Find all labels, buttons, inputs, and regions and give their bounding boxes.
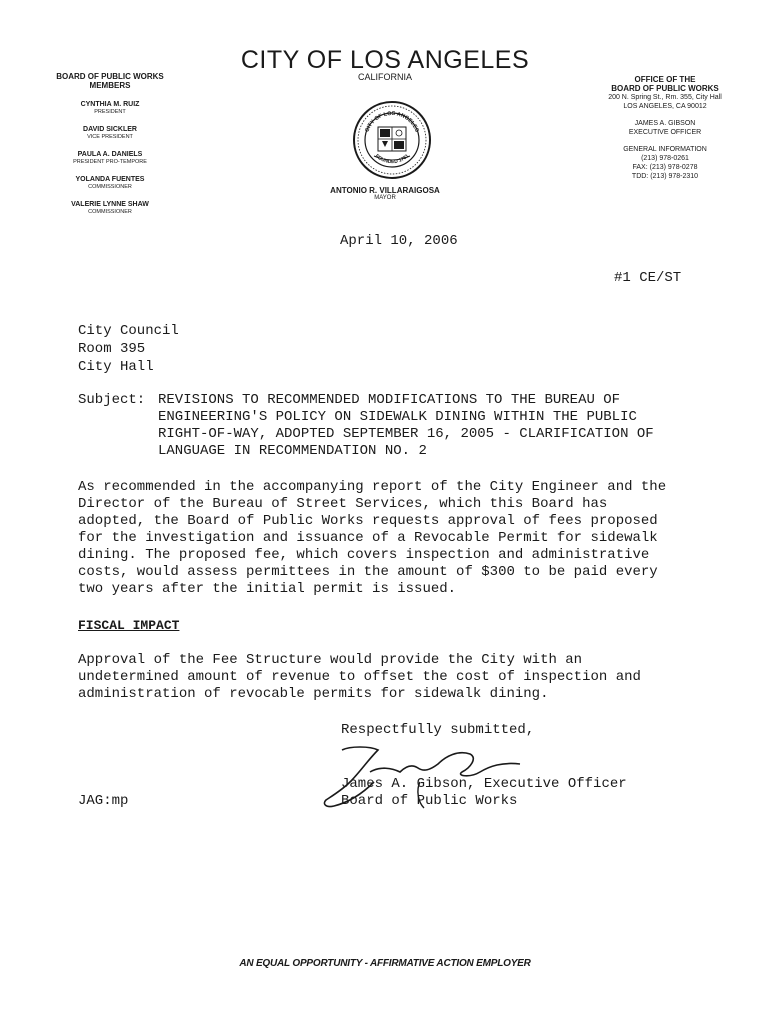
fiscal-impact-heading: FISCAL IMPACT	[78, 618, 180, 633]
typist-initials: JAG:mp	[78, 793, 129, 809]
member-role: VICE PRESIDENT	[87, 134, 133, 140]
member-name: PAULA A. DANIELS	[77, 151, 143, 158]
body-line: Director of the Bureau of Street Services, which this Board has	[78, 496, 608, 512]
mayor-title: MAYOR	[374, 195, 396, 201]
body-line: costs, would assess permittees in the amount of $300 to be paid every	[78, 564, 658, 580]
reference-code: #1 CE/ST	[614, 270, 682, 286]
subject-text	[158, 392, 698, 460]
recipient-address	[78, 322, 179, 376]
closing-phrase: Respectfully submitted,	[341, 722, 535, 738]
subject-line: ENGINEERING'S POLICY ON SIDEWALK DINING WITHIN THE PUBLIC	[158, 409, 637, 425]
body-line: dining. The proposed fee, which covers inspection and administrative	[78, 547, 650, 563]
subject-line: LANGUAGE IN RECOMMENDATION NO. 2	[158, 443, 427, 459]
office-subheading: BOARD OF PUBLIC WORKS	[611, 84, 719, 93]
member-name: CYNTHIA M. RUIZ	[80, 101, 140, 108]
city-seal-icon	[352, 100, 432, 180]
subject-line: RIGHT-OF-WAY, ADOPTED SEPTEMBER 16, 2005 - CLARIFICATION OF	[158, 426, 654, 442]
executive-officer-name: JAMES A. GIBSON	[634, 120, 696, 127]
fiscal-line: Approval of the Fee Structure would provide the City with an	[78, 652, 583, 668]
phone-number: (213) 978-0261	[641, 155, 689, 162]
board-subheading: MEMBERS	[89, 81, 131, 90]
footer-text: AN EQUAL OPPORTUNITY - AFFIRMATIVE ACTION EMPLOYER	[239, 958, 531, 969]
address-line: City Council	[78, 323, 179, 339]
member-name: DAVID SICKLER	[83, 126, 137, 133]
body-line: As recommended in the accompanying report of the City Engineer and the	[78, 479, 667, 495]
state-name: CALIFORNIA	[357, 72, 412, 82]
signer-organization: Board of Public Works	[341, 793, 518, 809]
executive-officer-title: EXECUTIVE OFFICER	[628, 129, 702, 136]
office-heading: OFFICE OF THE	[634, 75, 696, 84]
seal-top-text: CITY OF LOS ANGELES	[364, 110, 420, 134]
fiscal-line: undetermined amount of revenue to offset the cost of inspection and	[78, 669, 641, 685]
tdd-number: TDD: (213) 978-2310	[631, 173, 699, 180]
member-role: COMMISSIONER	[88, 209, 132, 215]
mayor-name: ANTONIO R. VILLARAIGOSA	[330, 186, 440, 195]
board-member	[30, 101, 190, 115]
body-paragraph	[78, 479, 718, 598]
office-address-1: 200 N. Spring St., Rm. 355, City Hall	[608, 94, 722, 101]
fax-number: FAX: (213) 978-0278	[632, 164, 698, 171]
fiscal-impact-paragraph	[78, 652, 718, 703]
mayor-block	[0, 186, 770, 201]
board-heading: BOARD OF PUBLIC WORKS	[56, 72, 164, 81]
body-line: two years after the initial permit is issued.	[78, 581, 457, 597]
general-info-heading: GENERAL INFORMATION	[623, 146, 707, 153]
seal-bottom-text: FOUNDED 1781	[373, 153, 411, 166]
board-member	[30, 151, 190, 165]
member-role: COMMISSIONER	[88, 184, 132, 190]
board-member	[30, 201, 190, 215]
body-line: adopted, the Board of Public Works requests approval of fees proposed	[78, 513, 658, 529]
subject-line: REVISIONS TO RECOMMENDED MODIFICATIONS TO THE BUREAU OF	[158, 392, 621, 408]
board-member	[30, 126, 190, 140]
address-line: Room 395	[78, 341, 146, 357]
address-line: City Hall	[78, 359, 154, 375]
subject-label: Subject:	[78, 392, 146, 408]
signer-name: James A. Gibson, Executive Officer	[341, 776, 627, 792]
city-title: CITY OF LOS ANGELES	[240, 46, 530, 74]
office-info-block	[580, 75, 750, 181]
office-address-2: LOS ANGELES, CA 90012	[623, 103, 707, 110]
member-name: VALERIE LYNNE SHAW	[71, 201, 149, 208]
letter-date: April 10, 2006	[340, 233, 458, 249]
member-role: PRESIDENT	[94, 109, 126, 115]
member-name: YOLANDA FUENTES	[75, 176, 145, 183]
body-line: for the investigation and issuance of a Revocable Permit for sidewalk	[78, 530, 658, 546]
member-role: PRESIDENT PRO-TEMPORE	[73, 159, 147, 165]
signer-block	[341, 776, 627, 810]
fiscal-line: administration of revocable permits for sidewalk dining.	[78, 686, 549, 702]
